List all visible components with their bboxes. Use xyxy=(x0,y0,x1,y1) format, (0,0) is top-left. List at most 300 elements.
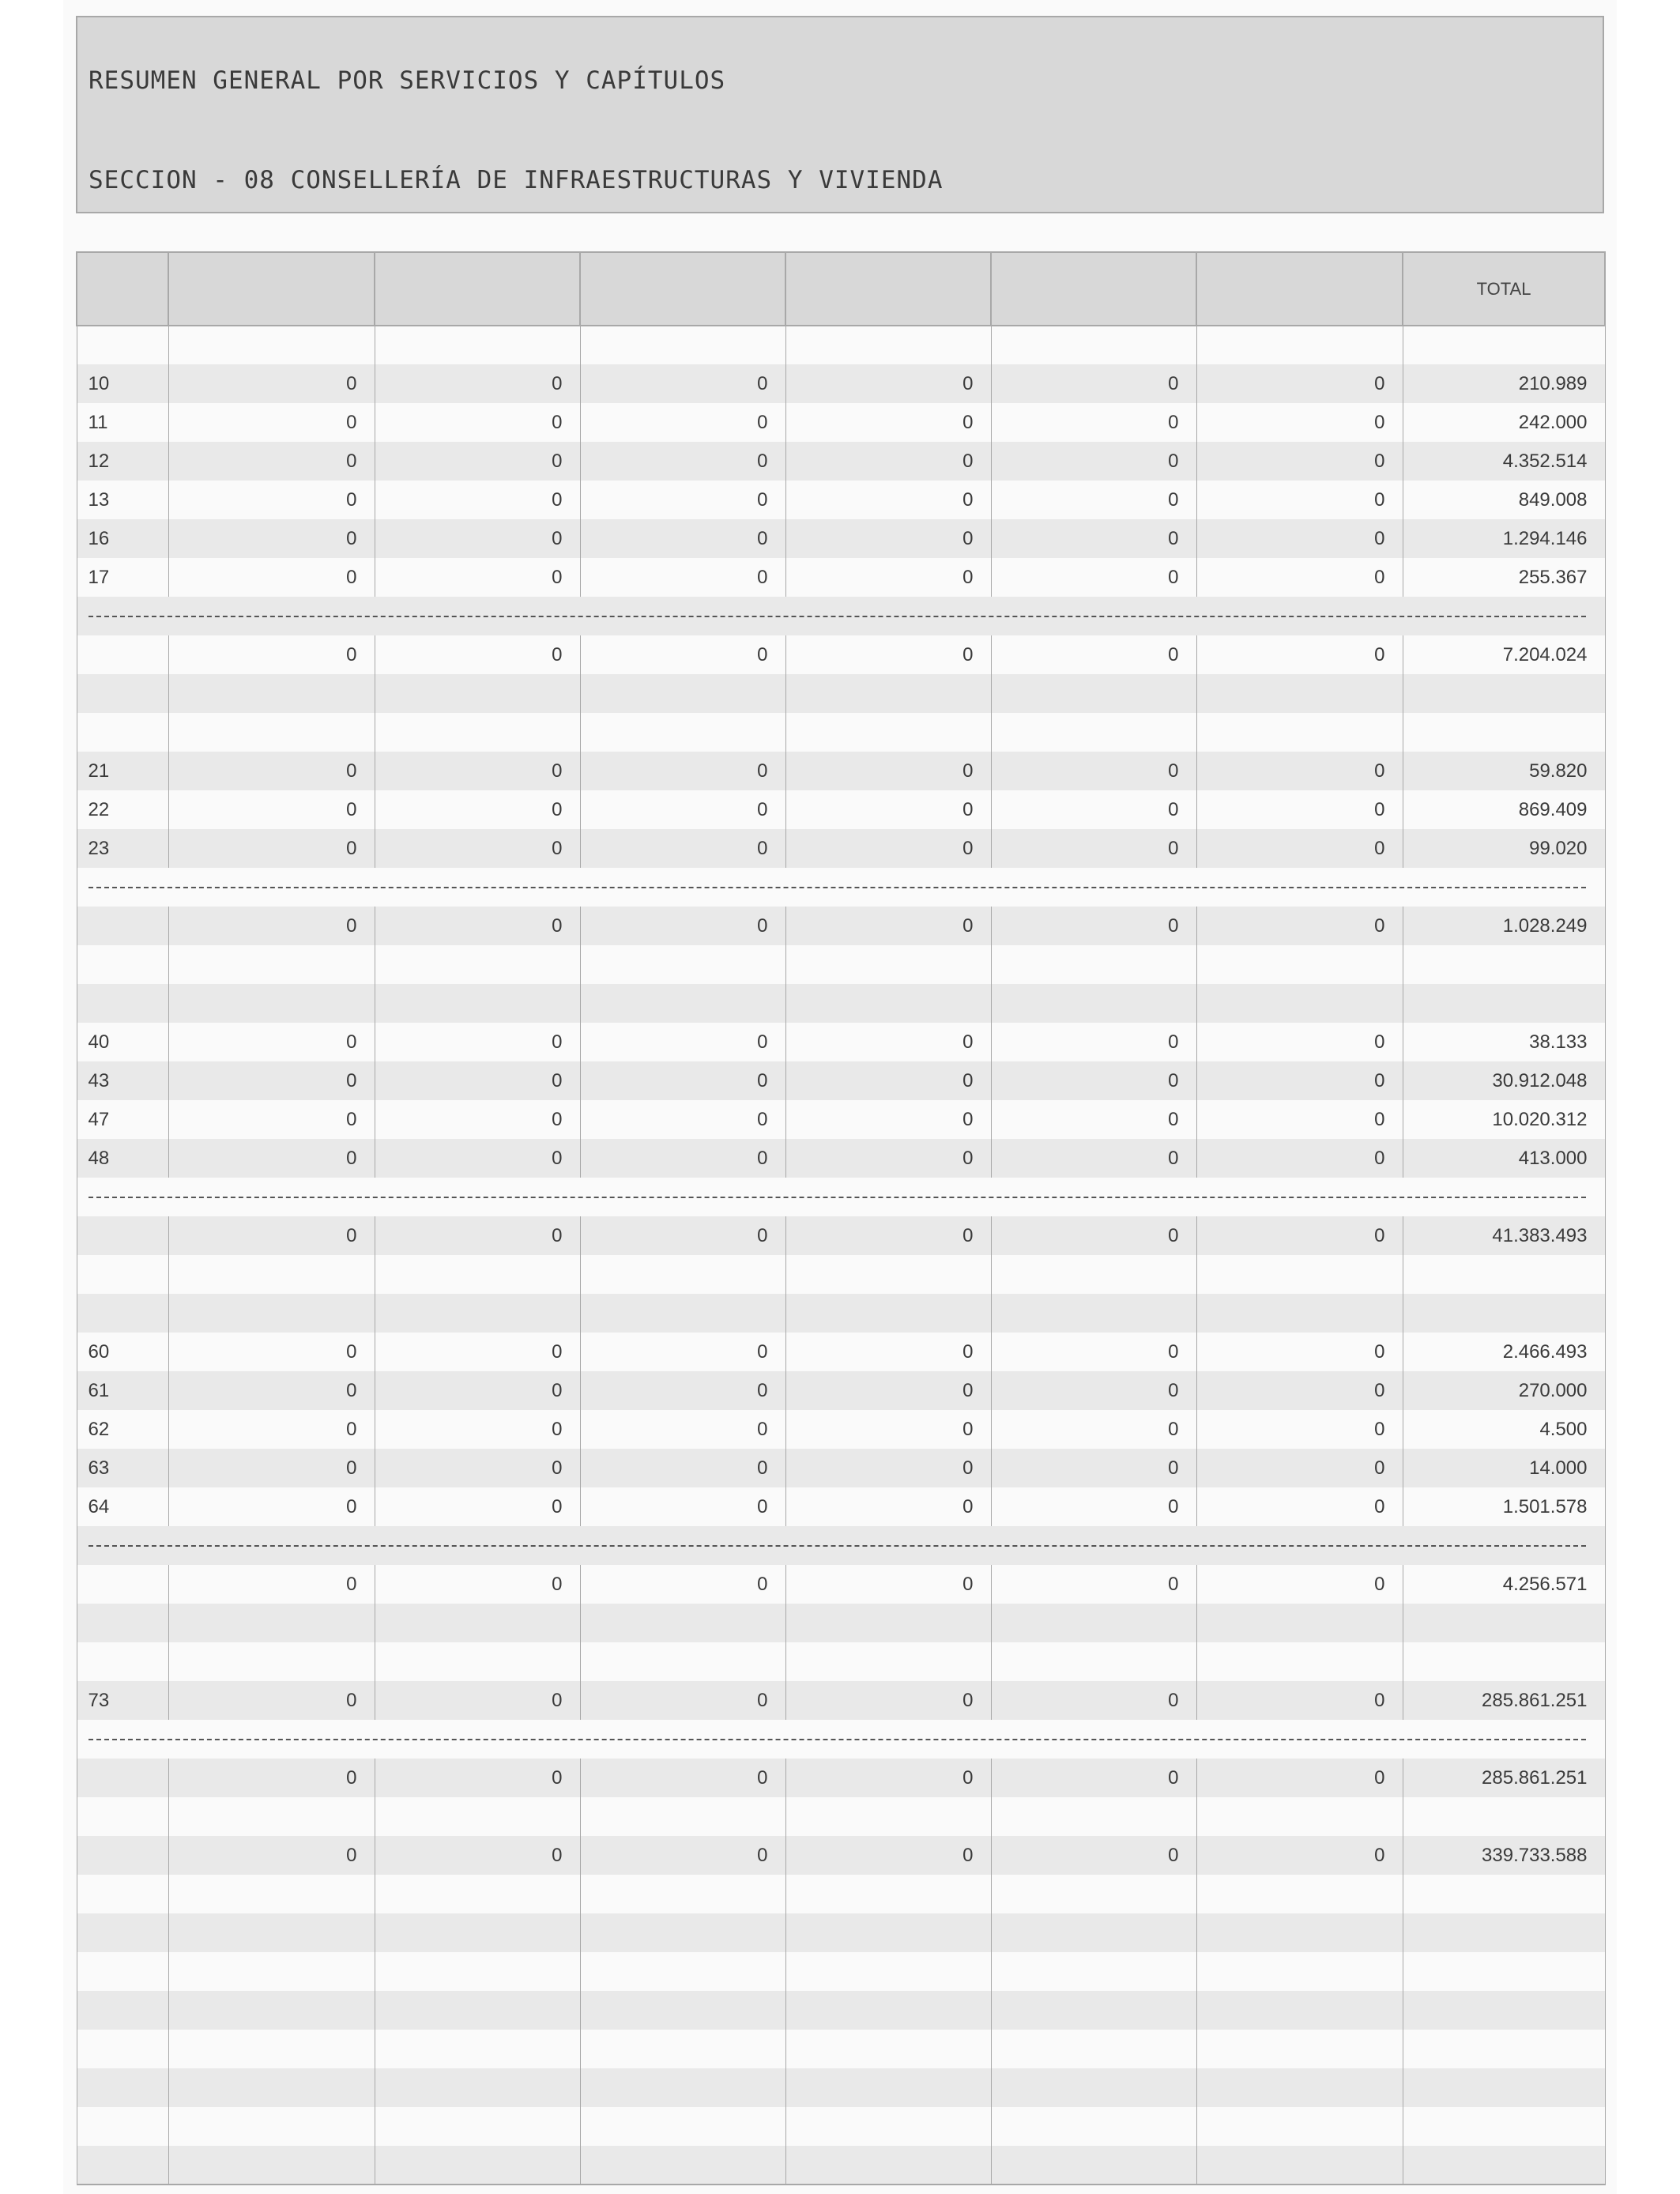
value-cell: 0 xyxy=(580,403,785,442)
total-cell: 1.501.578 xyxy=(1403,1487,1605,1526)
blank-row xyxy=(77,2107,1605,2146)
dashed-line xyxy=(89,1545,1586,1547)
value-cell: 0 xyxy=(580,519,785,558)
dashed-line xyxy=(89,1739,1586,1740)
empty-cell xyxy=(785,1952,991,1991)
table-row xyxy=(77,364,1605,403)
empty-cell xyxy=(1403,1991,1605,2030)
value-cell: 0 xyxy=(991,752,1196,790)
value-cell: 0 xyxy=(1196,1061,1403,1100)
empty-cell xyxy=(1196,2030,1403,2068)
total-cell: 4.352.514 xyxy=(1403,442,1605,481)
value-cell: 0 xyxy=(785,1449,991,1487)
value-cell: 0 xyxy=(168,364,375,403)
value-cell: 0 xyxy=(785,1333,991,1371)
value-cell: 0 xyxy=(168,1061,375,1100)
value-cell: 0 xyxy=(168,790,375,829)
total-cell: 2.466.493 xyxy=(1403,1333,1605,1371)
value-cell: 0 xyxy=(375,635,580,674)
value-cell: 0 xyxy=(1196,403,1403,442)
total-cell: 59.820 xyxy=(1403,752,1605,790)
empty-cell xyxy=(375,1952,580,1991)
empty-cell xyxy=(375,1875,580,1913)
empty-cell xyxy=(1403,2107,1605,2146)
value-cell: 0 xyxy=(991,1836,1196,1875)
value-cell: 0 xyxy=(991,790,1196,829)
separator-row xyxy=(77,868,1605,907)
value-cell: 0 xyxy=(580,442,785,481)
value-cell: 0 xyxy=(580,1836,785,1875)
empty-cell xyxy=(1196,945,1403,984)
empty-cell xyxy=(785,1875,991,1913)
empty-cell xyxy=(375,1604,580,1642)
value-cell: 0 xyxy=(375,1410,580,1449)
value-cell: 0 xyxy=(580,829,785,868)
value-cell: 0 xyxy=(375,1100,580,1139)
chapter-code: 13 xyxy=(77,481,168,519)
empty-cell xyxy=(1403,984,1605,1023)
value-cell: 0 xyxy=(168,1836,375,1875)
empty-cell xyxy=(580,2107,785,2146)
total-cell: 210.989 xyxy=(1403,364,1605,403)
value-cell: 0 xyxy=(375,1216,580,1255)
total-cell: 99.020 xyxy=(1403,829,1605,868)
empty-cell xyxy=(375,1255,580,1294)
chapter-code: 60 xyxy=(77,1333,168,1371)
value-cell: 0 xyxy=(375,1061,580,1100)
empty-cell xyxy=(168,2146,375,2185)
empty-cell xyxy=(991,1642,1196,1681)
chapter-code: 48 xyxy=(77,1139,168,1178)
chapter-code xyxy=(77,1216,168,1255)
empty-cell xyxy=(77,2068,168,2107)
value-cell: 0 xyxy=(991,1333,1196,1371)
empty-cell xyxy=(1403,1642,1605,1681)
chapter-code: 22 xyxy=(77,790,168,829)
empty-cell xyxy=(580,1642,785,1681)
total-cell: 10.020.312 xyxy=(1403,1100,1605,1139)
empty-cell xyxy=(991,1797,1196,1836)
empty-cell xyxy=(168,1913,375,1952)
value-cell: 0 xyxy=(785,1061,991,1100)
table-row xyxy=(77,752,1605,790)
value-cell: 0 xyxy=(785,519,991,558)
value-cell: 0 xyxy=(991,1061,1196,1100)
column-header xyxy=(785,252,991,326)
empty-cell xyxy=(168,1952,375,1991)
total-cell: 270.000 xyxy=(1403,1371,1605,1410)
value-cell: 0 xyxy=(375,907,580,945)
value-cell: 0 xyxy=(785,1371,991,1410)
empty-cell xyxy=(1196,984,1403,1023)
value-cell: 0 xyxy=(991,558,1196,597)
empty-cell xyxy=(580,945,785,984)
value-cell: 0 xyxy=(785,481,991,519)
blank-row xyxy=(77,945,1605,984)
subtotal-row xyxy=(77,1836,1605,1875)
report-title: RESUMEN GENERAL POR SERVICIOS Y CAPÍTULOS xyxy=(89,66,726,95)
value-cell: 0 xyxy=(991,519,1196,558)
chapter-code: 17 xyxy=(77,558,168,597)
empty-cell xyxy=(1196,2107,1403,2146)
empty-cell xyxy=(168,1294,375,1333)
empty-cell xyxy=(77,1255,168,1294)
empty-cell xyxy=(1403,1913,1605,1952)
value-cell: 0 xyxy=(580,790,785,829)
empty-cell xyxy=(1403,713,1605,752)
column-header xyxy=(77,252,168,326)
empty-cell xyxy=(375,2030,580,2068)
table-row xyxy=(77,829,1605,868)
blank-row xyxy=(77,2146,1605,2185)
value-cell: 0 xyxy=(991,403,1196,442)
empty-cell xyxy=(1196,1875,1403,1913)
value-cell: 0 xyxy=(168,1759,375,1797)
subtotal-row xyxy=(77,635,1605,674)
empty-cell xyxy=(77,945,168,984)
empty-cell xyxy=(580,326,785,364)
value-cell: 0 xyxy=(1196,481,1403,519)
table-row xyxy=(77,1371,1605,1410)
report-header xyxy=(76,16,1604,213)
blank-row xyxy=(77,713,1605,752)
table-row xyxy=(77,1449,1605,1487)
value-cell: 0 xyxy=(1196,829,1403,868)
chapter-code: 61 xyxy=(77,1371,168,1410)
blank-row xyxy=(77,1991,1605,2030)
empty-cell xyxy=(1403,945,1605,984)
empty-cell xyxy=(168,1875,375,1913)
table-row xyxy=(77,1410,1605,1449)
total-cell: 849.008 xyxy=(1403,481,1605,519)
value-cell: 0 xyxy=(580,1333,785,1371)
table-row xyxy=(77,519,1605,558)
table-row xyxy=(77,442,1605,481)
value-cell: 0 xyxy=(168,1139,375,1178)
value-cell: 0 xyxy=(580,1565,785,1604)
value-cell: 0 xyxy=(785,1410,991,1449)
summary-table xyxy=(76,251,1606,2185)
value-cell: 0 xyxy=(375,1565,580,1604)
total-cell: 255.367 xyxy=(1403,558,1605,597)
empty-cell xyxy=(991,2146,1196,2185)
value-cell: 0 xyxy=(580,1681,785,1720)
empty-cell xyxy=(785,2068,991,2107)
value-cell: 0 xyxy=(785,1100,991,1139)
value-cell: 0 xyxy=(580,635,785,674)
dashed-line xyxy=(89,616,1586,617)
empty-cell xyxy=(168,2030,375,2068)
table-row xyxy=(77,1023,1605,1061)
empty-cell xyxy=(77,713,168,752)
empty-cell xyxy=(580,1294,785,1333)
subtotal-row xyxy=(77,1565,1605,1604)
empty-cell xyxy=(991,1913,1196,1952)
value-cell: 0 xyxy=(375,519,580,558)
empty-cell xyxy=(785,1255,991,1294)
column-header xyxy=(1196,252,1403,326)
empty-cell xyxy=(168,1991,375,2030)
value-cell: 0 xyxy=(1196,1836,1403,1875)
empty-cell xyxy=(77,1875,168,1913)
total-cell: 869.409 xyxy=(1403,790,1605,829)
value-cell: 0 xyxy=(580,1449,785,1487)
empty-cell xyxy=(1196,1604,1403,1642)
value-cell: 0 xyxy=(991,1023,1196,1061)
empty-cell xyxy=(785,1991,991,2030)
empty-cell xyxy=(991,1991,1196,2030)
empty-cell xyxy=(1403,2030,1605,2068)
empty-cell xyxy=(1196,1913,1403,1952)
empty-cell xyxy=(785,1604,991,1642)
chapter-code: 12 xyxy=(77,442,168,481)
empty-cell xyxy=(991,984,1196,1023)
empty-cell xyxy=(785,2030,991,2068)
empty-cell xyxy=(785,1294,991,1333)
dashed-separator xyxy=(77,868,1605,907)
empty-cell xyxy=(785,1797,991,1836)
value-cell: 0 xyxy=(580,1759,785,1797)
empty-cell xyxy=(785,674,991,713)
blank-row xyxy=(77,1294,1605,1333)
empty-cell xyxy=(375,2146,580,2185)
value-cell: 0 xyxy=(785,1836,991,1875)
chapter-code xyxy=(77,907,168,945)
value-cell: 0 xyxy=(1196,1216,1403,1255)
empty-cell xyxy=(785,945,991,984)
value-cell: 0 xyxy=(375,442,580,481)
empty-cell xyxy=(991,713,1196,752)
empty-cell xyxy=(580,1255,785,1294)
table-body xyxy=(77,326,1605,2185)
value-cell: 0 xyxy=(991,1216,1196,1255)
empty-cell xyxy=(77,984,168,1023)
value-cell: 0 xyxy=(375,1759,580,1797)
empty-cell xyxy=(1403,1294,1605,1333)
empty-cell xyxy=(1196,2068,1403,2107)
value-cell: 0 xyxy=(168,1371,375,1410)
total-cell: 38.133 xyxy=(1403,1023,1605,1061)
value-cell: 0 xyxy=(785,752,991,790)
empty-cell xyxy=(77,326,168,364)
value-cell: 0 xyxy=(991,829,1196,868)
subtotal-row xyxy=(77,1759,1605,1797)
table-row xyxy=(77,1333,1605,1371)
value-cell: 0 xyxy=(168,752,375,790)
empty-cell xyxy=(1196,1255,1403,1294)
value-cell: 0 xyxy=(785,558,991,597)
separator-row xyxy=(77,1526,1605,1565)
empty-cell xyxy=(168,674,375,713)
value-cell: 0 xyxy=(1196,1410,1403,1449)
value-cell: 0 xyxy=(991,1449,1196,1487)
value-cell: 0 xyxy=(991,1681,1196,1720)
total-cell: 41.383.493 xyxy=(1403,1216,1605,1255)
empty-cell xyxy=(77,1991,168,2030)
empty-cell xyxy=(580,2146,785,2185)
value-cell: 0 xyxy=(991,364,1196,403)
chapter-code: 43 xyxy=(77,1061,168,1100)
value-cell: 0 xyxy=(1196,558,1403,597)
dashed-separator xyxy=(77,1178,1605,1216)
empty-cell xyxy=(1196,326,1403,364)
value-cell: 0 xyxy=(991,1100,1196,1139)
column-header xyxy=(375,252,580,326)
value-cell: 0 xyxy=(375,481,580,519)
blank-row xyxy=(77,984,1605,1023)
value-cell: 0 xyxy=(785,635,991,674)
empty-cell xyxy=(785,326,991,364)
value-cell: 0 xyxy=(580,1216,785,1255)
chapter-code: 63 xyxy=(77,1449,168,1487)
chapter-code xyxy=(77,1836,168,1875)
value-cell: 0 xyxy=(580,1061,785,1100)
empty-cell xyxy=(580,674,785,713)
total-cell: 30.912.048 xyxy=(1403,1061,1605,1100)
empty-cell xyxy=(168,2107,375,2146)
empty-cell xyxy=(785,2146,991,2185)
table-row xyxy=(77,558,1605,597)
empty-cell xyxy=(168,326,375,364)
empty-cell xyxy=(168,713,375,752)
empty-cell xyxy=(580,2068,785,2107)
value-cell: 0 xyxy=(785,1565,991,1604)
value-cell: 0 xyxy=(580,1410,785,1449)
value-cell: 0 xyxy=(168,1681,375,1720)
empty-cell xyxy=(1196,1294,1403,1333)
empty-cell xyxy=(375,1797,580,1836)
empty-cell xyxy=(375,326,580,364)
chapter-code xyxy=(77,1759,168,1797)
empty-cell xyxy=(991,326,1196,364)
value-cell: 0 xyxy=(991,1487,1196,1526)
empty-cell xyxy=(785,1642,991,1681)
value-cell: 0 xyxy=(580,1100,785,1139)
empty-cell xyxy=(580,1991,785,2030)
value-cell: 0 xyxy=(168,1565,375,1604)
value-cell: 0 xyxy=(991,1759,1196,1797)
value-cell: 0 xyxy=(375,1139,580,1178)
value-cell: 0 xyxy=(168,1216,375,1255)
table-row xyxy=(77,1681,1605,1720)
empty-cell xyxy=(168,1642,375,1681)
chapter-code: 47 xyxy=(77,1100,168,1139)
blank-row xyxy=(77,2068,1605,2107)
empty-cell xyxy=(1403,674,1605,713)
chapter-code: 23 xyxy=(77,829,168,868)
value-cell: 0 xyxy=(580,558,785,597)
empty-cell xyxy=(580,713,785,752)
blank-row xyxy=(77,1642,1605,1681)
value-cell: 0 xyxy=(375,403,580,442)
empty-cell xyxy=(168,984,375,1023)
empty-cell xyxy=(580,2030,785,2068)
value-cell: 0 xyxy=(168,907,375,945)
empty-cell xyxy=(77,1642,168,1681)
chapter-code: 11 xyxy=(77,403,168,442)
total-cell: 4.256.571 xyxy=(1403,1565,1605,1604)
empty-cell xyxy=(375,1913,580,1952)
value-cell: 0 xyxy=(991,442,1196,481)
value-cell: 0 xyxy=(168,519,375,558)
value-cell: 0 xyxy=(1196,752,1403,790)
empty-cell xyxy=(77,1294,168,1333)
value-cell: 0 xyxy=(785,1023,991,1061)
value-cell: 0 xyxy=(375,1449,580,1487)
value-cell: 0 xyxy=(1196,1333,1403,1371)
blank-row xyxy=(77,2030,1605,2068)
dashed-separator xyxy=(77,1526,1605,1565)
total-cell: 285.861.251 xyxy=(1403,1681,1605,1720)
value-cell: 0 xyxy=(785,829,991,868)
empty-cell xyxy=(1196,2146,1403,2185)
total-cell: 285.861.251 xyxy=(1403,1759,1605,1797)
subtotal-row xyxy=(77,1216,1605,1255)
column-header xyxy=(991,252,1196,326)
empty-cell xyxy=(1196,674,1403,713)
total-cell: 1.294.146 xyxy=(1403,519,1605,558)
value-cell: 0 xyxy=(375,1371,580,1410)
empty-cell xyxy=(580,1875,785,1913)
chapter-code xyxy=(77,635,168,674)
empty-cell xyxy=(77,2030,168,2068)
empty-cell xyxy=(168,1604,375,1642)
blank-row xyxy=(77,1604,1605,1642)
table-row xyxy=(77,1139,1605,1178)
value-cell: 0 xyxy=(1196,519,1403,558)
empty-cell xyxy=(375,1642,580,1681)
value-cell: 0 xyxy=(1196,1023,1403,1061)
empty-cell xyxy=(1196,713,1403,752)
blank-row xyxy=(77,1913,1605,1952)
value-cell: 0 xyxy=(168,1487,375,1526)
empty-cell xyxy=(1196,1797,1403,1836)
value-cell: 0 xyxy=(375,558,580,597)
empty-cell xyxy=(1403,2068,1605,2107)
total-cell: 14.000 xyxy=(1403,1449,1605,1487)
empty-cell xyxy=(1403,1875,1605,1913)
column-header xyxy=(168,252,375,326)
dashed-separator xyxy=(77,597,1605,635)
empty-cell xyxy=(1196,1642,1403,1681)
value-cell: 0 xyxy=(1196,635,1403,674)
empty-cell xyxy=(1196,1952,1403,1991)
dashed-separator xyxy=(77,1720,1605,1759)
empty-cell xyxy=(375,2068,580,2107)
value-cell: 0 xyxy=(168,1023,375,1061)
value-cell: 0 xyxy=(1196,1565,1403,1604)
empty-cell xyxy=(991,2107,1196,2146)
value-cell: 0 xyxy=(991,635,1196,674)
value-cell: 0 xyxy=(580,1023,785,1061)
separator-row xyxy=(77,1720,1605,1759)
value-cell: 0 xyxy=(375,1023,580,1061)
value-cell: 0 xyxy=(580,364,785,403)
value-cell: 0 xyxy=(785,364,991,403)
empty-cell xyxy=(1196,1991,1403,2030)
empty-cell xyxy=(375,945,580,984)
total-cell: 1.028.249 xyxy=(1403,907,1605,945)
value-cell: 0 xyxy=(580,1487,785,1526)
table-row xyxy=(77,1061,1605,1100)
value-cell: 0 xyxy=(375,1333,580,1371)
dashed-line xyxy=(89,1197,1586,1198)
empty-cell xyxy=(1403,1952,1605,1991)
blank-row xyxy=(77,1875,1605,1913)
value-cell: 0 xyxy=(1196,1449,1403,1487)
empty-cell xyxy=(580,1913,785,1952)
value-cell: 0 xyxy=(168,1449,375,1487)
